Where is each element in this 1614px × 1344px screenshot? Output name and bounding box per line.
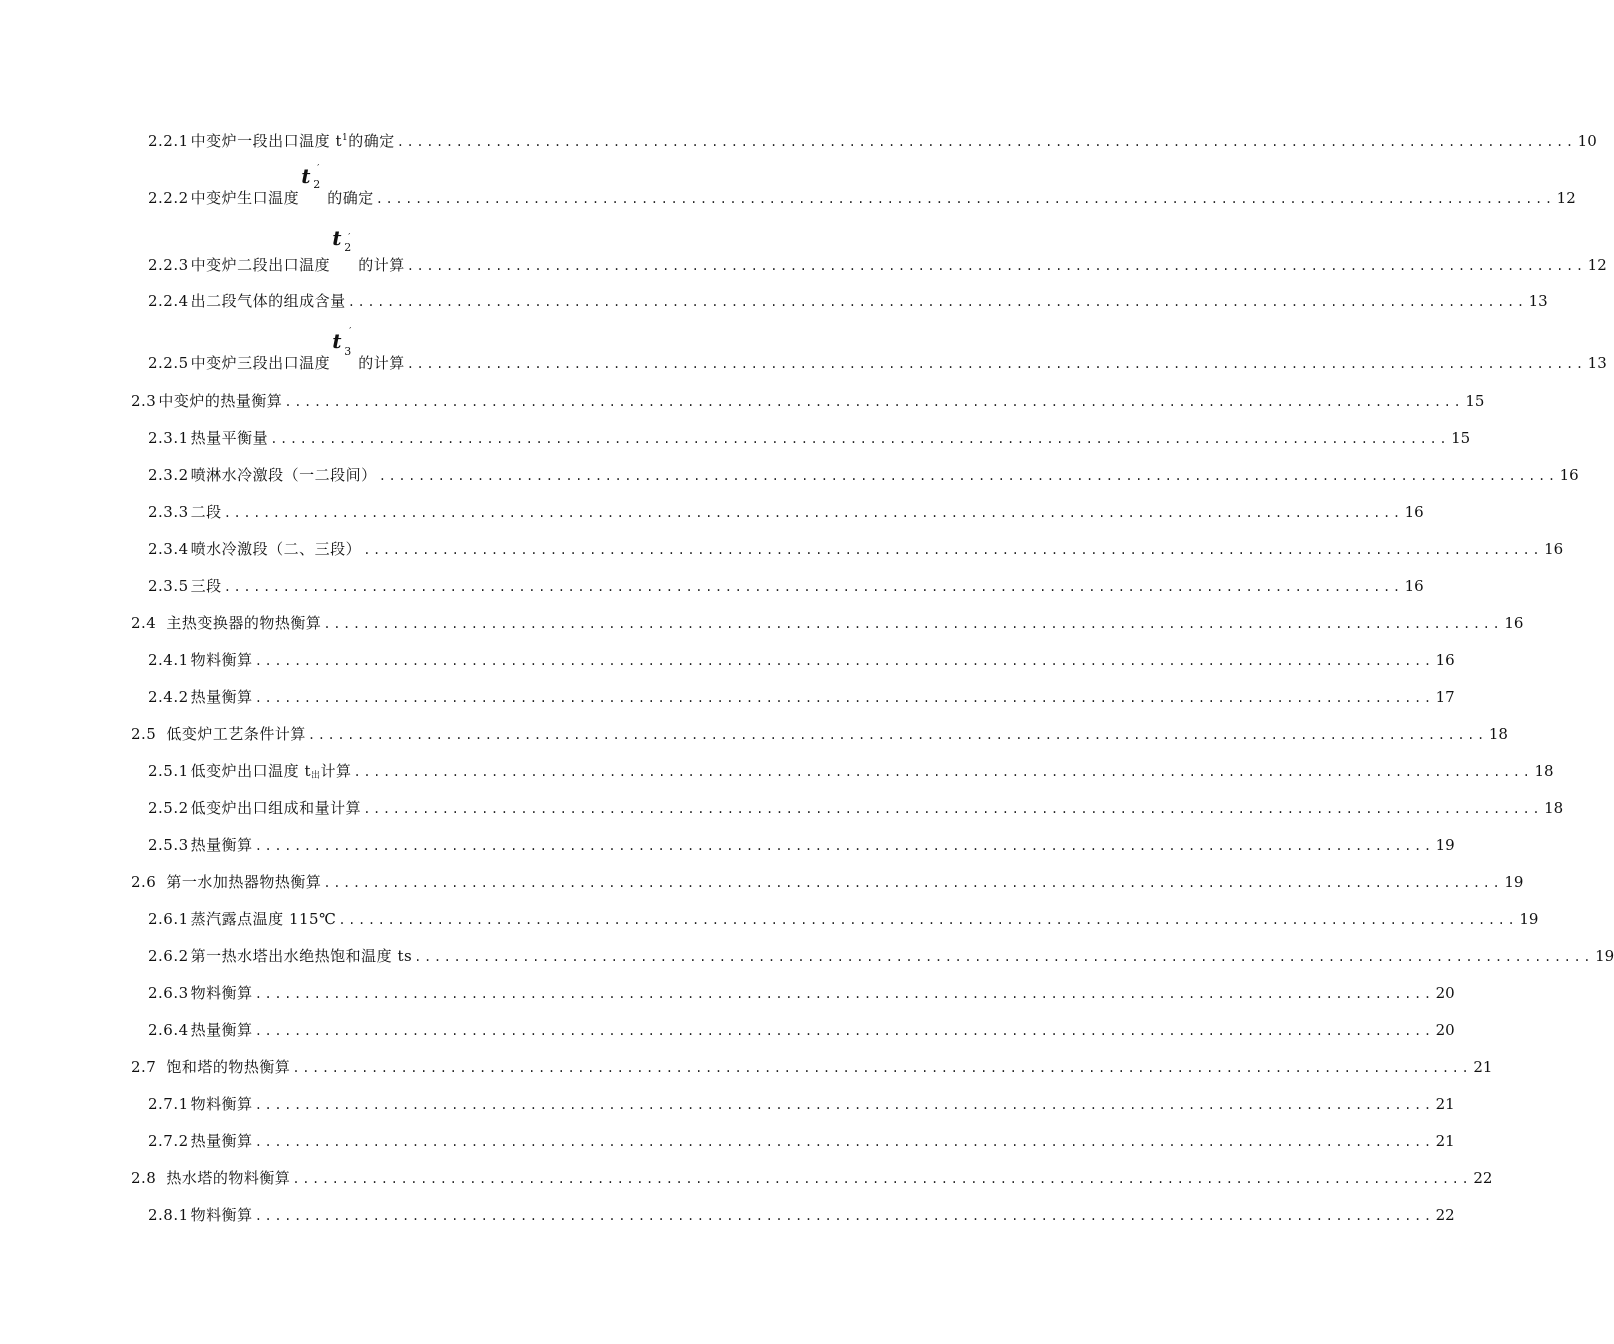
toc-page-number: 10 bbox=[1577, 132, 1597, 150]
toc-number: 2.7 bbox=[131, 1058, 157, 1076]
toc-page-number: 19 bbox=[1435, 836, 1455, 854]
toc-title: 物料衡算 bbox=[190, 1095, 253, 1113]
toc-title-text: 中变炉一段出口温度 t bbox=[190, 132, 342, 150]
toc-title-text: 中变炉生口温度 bbox=[190, 189, 300, 207]
toc-entry-2-3-1[interactable] bbox=[148, 428, 1471, 449]
toc-entry-2-5-2[interactable] bbox=[148, 798, 1564, 819]
toc-entry-2-2-3[interactable] bbox=[148, 226, 1607, 276]
dot-leader: ........................................................................................................................ bbox=[223, 580, 1403, 594]
toc-number: 2.7.2 bbox=[148, 1132, 189, 1150]
toc-page-number: 19 bbox=[1504, 873, 1524, 891]
toc-page-number: 19 bbox=[1595, 947, 1614, 965]
dot-leader: ........................................................................................................................ bbox=[396, 135, 1576, 149]
toc-entry-2-3-4[interactable] bbox=[148, 539, 1564, 560]
toc-page-number: 16 bbox=[1435, 651, 1455, 669]
toc-page-number: 15 bbox=[1465, 392, 1485, 410]
toc-number: 2.5 bbox=[131, 725, 157, 743]
toc-number: 2.8 bbox=[131, 1169, 157, 1187]
toc-entry-2-2-5[interactable] bbox=[148, 327, 1607, 374]
toc-title: 二段 bbox=[190, 503, 222, 521]
toc-page-number: 13 bbox=[1587, 354, 1607, 372]
math-subscript: 3 bbox=[344, 345, 352, 358]
toc-title: 物料衡算 bbox=[190, 651, 253, 669]
toc-entry-2-5-3[interactable] bbox=[148, 835, 1455, 856]
toc-page-number: 15 bbox=[1451, 429, 1471, 447]
toc-title-text-after: 的确定 bbox=[327, 189, 374, 207]
toc-number: 2.3.2 bbox=[148, 466, 189, 484]
toc-title: 喷水冷激段（二、三段） bbox=[190, 540, 362, 558]
toc-number: 2.5.2 bbox=[148, 799, 189, 817]
math-prime: ′ bbox=[317, 164, 320, 174]
toc-number: 2.4 bbox=[131, 614, 157, 632]
toc-page-number: 21 bbox=[1435, 1095, 1455, 1113]
toc-entry-2-8[interactable] bbox=[131, 1168, 1493, 1189]
toc-page-number: 12 bbox=[1587, 256, 1607, 274]
toc-page-number: 13 bbox=[1528, 292, 1548, 310]
toc-number: 2.8.1 bbox=[148, 1206, 189, 1224]
toc-number: 2.7.1 bbox=[148, 1095, 189, 1113]
dot-leader: ........................................................................................................................ bbox=[323, 876, 1503, 890]
dot-leader: ........................................................................................................................ bbox=[284, 395, 1464, 409]
toc-title: 热量衡算 bbox=[190, 688, 253, 706]
toc-entry-2-2-2[interactable] bbox=[148, 164, 1576, 209]
toc-number: 2.2.2 bbox=[148, 189, 189, 207]
math-subscript: 2 bbox=[344, 241, 352, 254]
toc-page-number: 21 bbox=[1473, 1058, 1493, 1076]
toc-title: 喷淋水冷激段（一二段间） bbox=[190, 466, 377, 484]
toc-title: 出二段气体的组成含量 bbox=[190, 292, 346, 310]
toc-entry-2-8-1[interactable] bbox=[148, 1205, 1455, 1226]
toc-title: 热量衡算 bbox=[190, 836, 253, 854]
toc-page-number: 16 bbox=[1559, 466, 1579, 484]
toc-page-number: 17 bbox=[1435, 688, 1455, 706]
toc-number: 2.3.4 bbox=[148, 540, 189, 558]
math-symbol bbox=[301, 164, 325, 203]
toc-page-number: 21 bbox=[1435, 1132, 1455, 1150]
toc-page-number: 16 bbox=[1504, 614, 1524, 632]
toc-number: 2.2.1 bbox=[148, 132, 189, 150]
toc-title-text: 中变炉三段出口温度 bbox=[190, 354, 331, 372]
toc-title: 热量平衡量 bbox=[190, 429, 269, 447]
toc-entry-2-3[interactable] bbox=[131, 391, 1485, 412]
toc-entry-2-3-3[interactable] bbox=[148, 502, 1424, 523]
toc-title-text-after: 的确定 bbox=[348, 132, 395, 150]
toc-page-number: 18 bbox=[1534, 762, 1554, 780]
dot-leader: ........................................................................................................................ bbox=[347, 295, 1527, 309]
dot-leader: ........................................................................................................................ bbox=[254, 1209, 1434, 1223]
math-prime: ′ bbox=[349, 327, 352, 337]
dot-leader: ........................................................................................................................ bbox=[375, 192, 1555, 206]
math-symbol bbox=[332, 226, 356, 270]
toc-entry-2-5[interactable] bbox=[131, 724, 1508, 745]
superscript: 1 bbox=[341, 133, 349, 143]
toc-entry-2-6[interactable] bbox=[131, 872, 1524, 893]
dot-leader: ........................................................................................................................ bbox=[414, 950, 1594, 964]
toc-title: 低变炉工艺条件计算 bbox=[166, 725, 306, 743]
toc-title bbox=[191, 128, 395, 151]
dot-leader: ........................................................................................................................ bbox=[254, 1024, 1434, 1038]
dot-leader: ........................................................................................................................ bbox=[254, 1098, 1434, 1112]
toc-number: 2.2.5 bbox=[148, 354, 189, 372]
toc-title: 物料衡算 bbox=[190, 1206, 253, 1224]
toc-page-number: 20 bbox=[1435, 1021, 1455, 1039]
toc-number: 2.3.1 bbox=[148, 429, 189, 447]
toc-title-text-after: 计算 bbox=[320, 762, 352, 780]
toc-number: 2.6.2 bbox=[148, 947, 189, 965]
toc-number: 2.6.1 bbox=[148, 910, 189, 928]
dot-leader: ........................................................................................................................ bbox=[406, 357, 1586, 371]
toc-number: 2.6.3 bbox=[148, 984, 189, 1002]
toc-number: 2.2.4 bbox=[148, 292, 189, 310]
toc-entry-2-4-2[interactable] bbox=[148, 687, 1455, 708]
toc-page-number: 16 bbox=[1404, 577, 1424, 595]
dot-leader: ........................................................................................................................ bbox=[363, 543, 1543, 557]
toc-title: 蒸汽露点温度 115℃ bbox=[190, 910, 337, 928]
dot-leader: ........................................................................................................................ bbox=[292, 1061, 1472, 1075]
toc-title bbox=[190, 327, 405, 373]
toc-number: 2.2.3 bbox=[148, 256, 189, 274]
toc-number: 2.4.1 bbox=[148, 651, 189, 669]
math-symbol bbox=[332, 327, 356, 368]
dot-leader: ........................................................................................................................ bbox=[254, 654, 1434, 668]
dot-leader: ........................................................................................................................ bbox=[353, 765, 1533, 779]
toc-entry-2-5-1[interactable] bbox=[148, 761, 1554, 786]
toc-entry-2-4-1[interactable] bbox=[148, 650, 1455, 671]
dot-leader: ........................................................................................................................ bbox=[323, 617, 1503, 631]
toc-title: 饱和塔的物热衡算 bbox=[166, 1058, 291, 1076]
toc-title: 中变炉的热量衡算 bbox=[158, 392, 283, 410]
toc-title bbox=[190, 164, 374, 208]
toc-title: 热水塔的物料衡算 bbox=[166, 1169, 291, 1187]
dot-leader: ........................................................................................................................ bbox=[338, 913, 1518, 927]
toc-entry-2-3-2[interactable] bbox=[148, 465, 1579, 486]
toc-page-number: 12 bbox=[1556, 189, 1576, 207]
toc-entry-2-6-4[interactable] bbox=[148, 1020, 1455, 1041]
toc-page-number: 22 bbox=[1473, 1169, 1493, 1187]
toc-number: 2.5.1 bbox=[148, 762, 189, 780]
dot-leader: ........................................................................................................................ bbox=[363, 802, 1543, 816]
toc-number: 2.6 bbox=[131, 873, 157, 891]
toc-page-number: 22 bbox=[1435, 1206, 1455, 1224]
toc-title: 热量衡算 bbox=[190, 1021, 253, 1039]
toc-title: 主热变换器的物热衡算 bbox=[166, 614, 322, 632]
toc-title-text-after: 的计算 bbox=[358, 354, 405, 372]
toc-title-text: 低变炉出口温度 t bbox=[190, 762, 311, 780]
dot-leader: ........................................................................................................................ bbox=[254, 1135, 1434, 1149]
toc-number: 2.5.3 bbox=[148, 836, 189, 854]
math-prime: ′ bbox=[348, 233, 351, 243]
toc-title: 第一水加热器物热衡算 bbox=[166, 873, 322, 891]
toc-page-number: 16 bbox=[1544, 540, 1564, 558]
toc-number: 2.3 bbox=[131, 392, 157, 410]
toc-title bbox=[191, 761, 352, 786]
math-variable: t bbox=[332, 329, 342, 353]
toc-title bbox=[190, 226, 405, 275]
toc-page-number: 20 bbox=[1435, 984, 1455, 1002]
toc-entry-2-7-2[interactable] bbox=[148, 1131, 1455, 1152]
toc-entry-2-2-4[interactable] bbox=[148, 291, 1548, 312]
toc-title-text: 中变炉二段出口温度 bbox=[190, 256, 331, 274]
toc-page-number: 18 bbox=[1544, 799, 1564, 817]
dot-leader: ........................................................................................................................ bbox=[254, 691, 1434, 705]
toc-title: 三段 bbox=[190, 577, 222, 595]
dot-leader: ........................................................................................................................ bbox=[270, 432, 1450, 446]
toc-page-number: 16 bbox=[1404, 503, 1424, 521]
toc-number: 2.6.4 bbox=[148, 1021, 189, 1039]
math-subscript: 2 bbox=[313, 178, 321, 191]
toc-entry-2-6-3[interactable] bbox=[148, 983, 1455, 1004]
toc-entry-2-6-2[interactable] bbox=[148, 946, 1614, 967]
subscript: 出 bbox=[310, 771, 321, 781]
toc-entry-2-6-1[interactable] bbox=[148, 909, 1539, 930]
toc-number: 2.3.3 bbox=[148, 503, 189, 521]
toc-entry-2-7-1[interactable] bbox=[148, 1094, 1455, 1115]
toc-number: 2.3.5 bbox=[148, 577, 189, 595]
dot-leader: ........................................................................................................................ bbox=[254, 987, 1434, 1001]
toc-title: 第一热水塔出水绝热饱和温度 ts bbox=[190, 947, 413, 965]
toc-page-number: 18 bbox=[1488, 725, 1508, 743]
dot-leader: ........................................................................................................................ bbox=[292, 1172, 1472, 1186]
toc-entry-2-4[interactable] bbox=[131, 613, 1524, 634]
dot-leader: ........................................................................................................................ bbox=[254, 839, 1434, 853]
toc-entry-2-7[interactable] bbox=[131, 1057, 1493, 1078]
math-variable: t bbox=[332, 226, 342, 250]
toc-entry-2-3-5[interactable] bbox=[148, 576, 1424, 597]
toc-entry-2-2-1[interactable] bbox=[148, 128, 1597, 152]
dot-leader: ........................................................................................................................ bbox=[307, 728, 1487, 742]
toc-title: 热量衡算 bbox=[190, 1132, 253, 1150]
toc-title: 低变炉出口组成和量计算 bbox=[190, 799, 362, 817]
toc-title-text-after: 的计算 bbox=[358, 256, 405, 274]
toc-title: 物料衡算 bbox=[190, 984, 253, 1002]
toc-page-number: 19 bbox=[1519, 910, 1539, 928]
dot-leader: ........................................................................................................................ bbox=[406, 259, 1586, 273]
math-variable: t bbox=[301, 164, 311, 188]
toc-number: 2.4.2 bbox=[148, 688, 189, 706]
dot-leader: ........................................................................................................................ bbox=[223, 506, 1403, 520]
dot-leader: ........................................................................................................................ bbox=[378, 469, 1558, 483]
